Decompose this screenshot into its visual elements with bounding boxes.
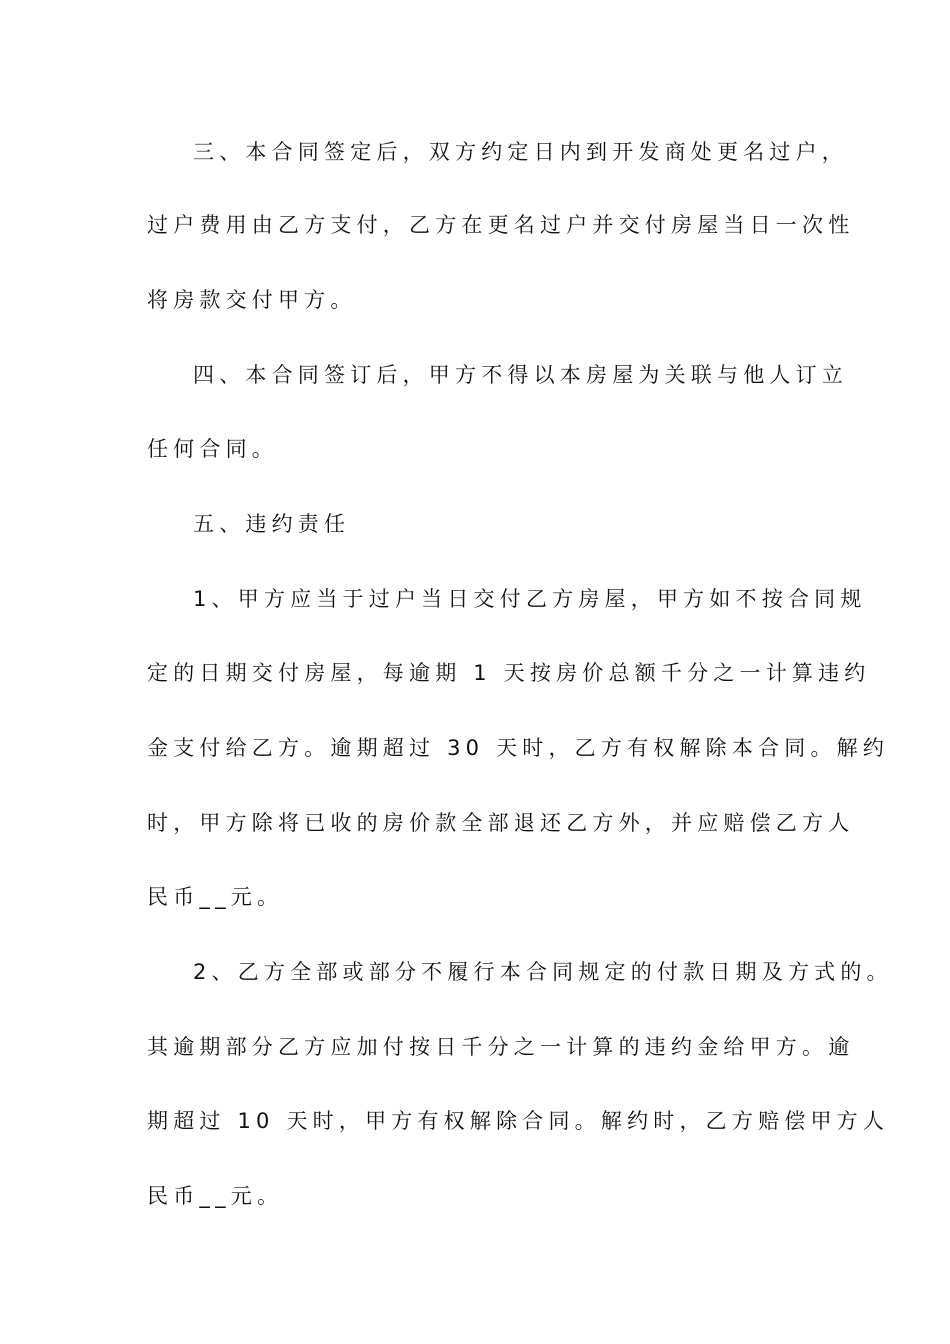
text-line: 民币__元。 bbox=[147, 1184, 284, 1208]
text-line: 过户费用由乙方支付，乙方在更名过户并交付房屋当日一次性 bbox=[147, 213, 855, 237]
text-line: 四、本合同签订后，甲方不得以本房屋为关联与他人订立 bbox=[193, 363, 848, 387]
text-line: 定的日期交付房屋，每逾期 1 天按房价总额千分之一计算违约 bbox=[147, 661, 871, 685]
text-line: 其逾期部分乙方应加付按日千分之一计算的违约金给甲方。逾 bbox=[147, 1035, 855, 1059]
text-line: 三、本合同签定后，双方约定日内到开发商处更名过户， bbox=[193, 140, 848, 164]
text-line: 1、甲方应当于过户当日交付乙方房屋，甲方如不按合同规 bbox=[193, 587, 867, 611]
text-line: 2、乙方全部或部分不履行本合同规定的付款日期及方式的。 bbox=[193, 960, 893, 984]
text-line: 民币__元。 bbox=[147, 885, 284, 909]
text-line: 时，甲方除将已收的房价款全部退还乙方外，并应赔偿乙方人 bbox=[147, 811, 855, 835]
text-line: 金支付给乙方。逾期超过 30 天时，乙方有权解除本合同。解约 bbox=[147, 736, 890, 760]
section-heading: 五、违约责任 bbox=[193, 512, 351, 536]
text-line: 任何合同。 bbox=[147, 437, 278, 461]
text-line: 将房款交付甲方。 bbox=[147, 288, 357, 312]
text-line: 期超过 10 天时，甲方有权解除合同。解约时，乙方赔偿甲方人 bbox=[147, 1109, 890, 1133]
